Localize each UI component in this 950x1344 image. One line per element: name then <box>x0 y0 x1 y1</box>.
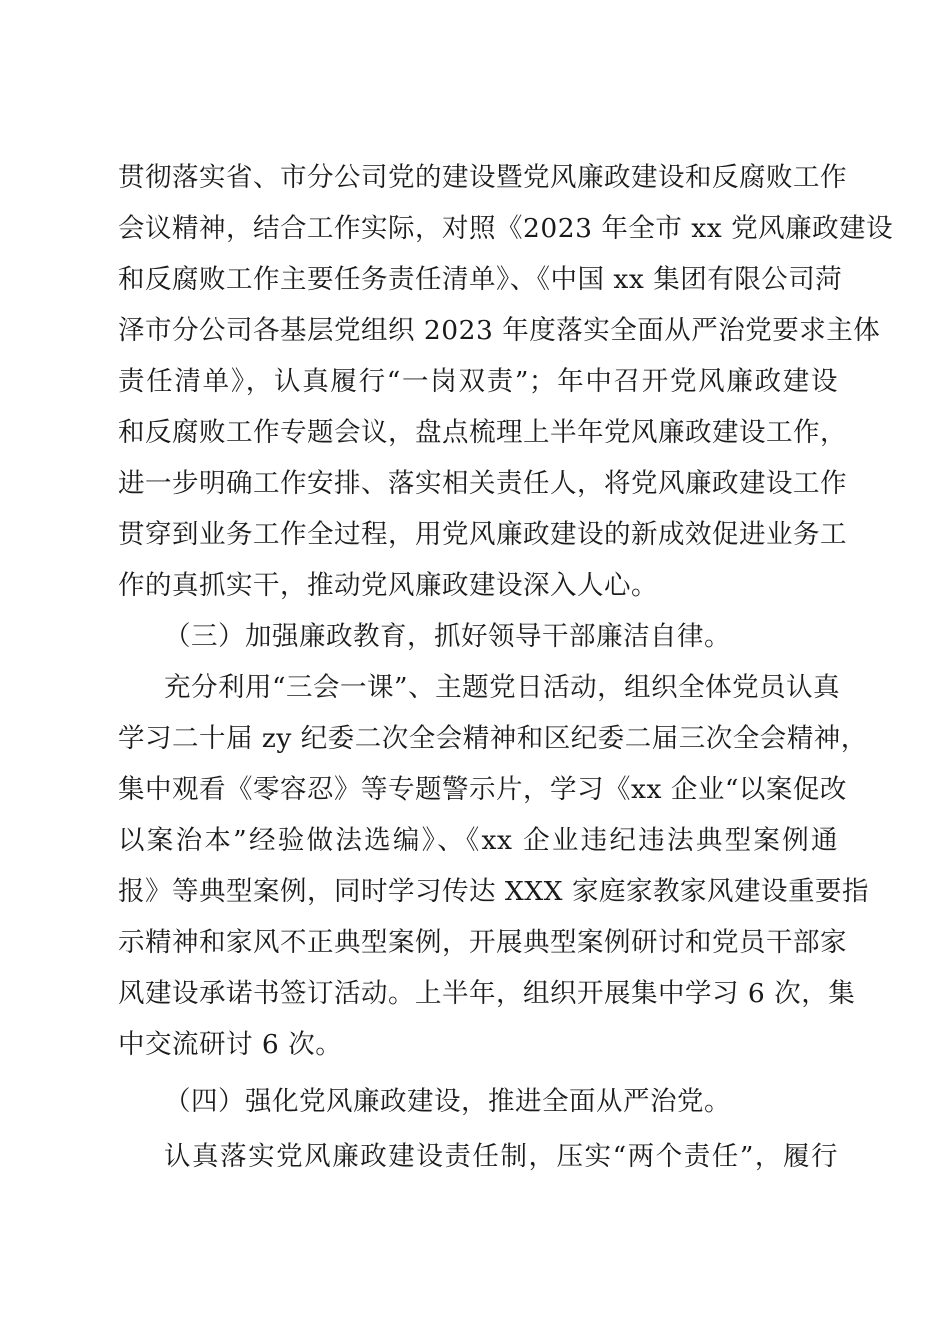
paragraph-2-line-3: 集中观看《零容忍》等专题警示片，学习《xx 企业“以案促改 <box>118 774 847 805</box>
paragraph-2-line-4: 以案治本”经验做法选编》、《xx 企业违纪违法典型案例通 <box>118 825 838 856</box>
paragraph-1-line-7: 进一步明确工作安排、落实相关责任人，将党风廉政建设工作 <box>118 468 847 499</box>
section-heading-3: （三）加强廉政教育，抓好领导干部廉洁自律。 <box>164 621 731 652</box>
paragraph-1-line-9: 作的真抓实干，推动党风廉政建设深入人心。 <box>118 570 658 601</box>
paragraph-2-line-5: 报》等典型案例，同时学习传达 XXX 家庭家教家风建设重要指 <box>118 876 869 907</box>
paragraph-2-line-2: 学习二十届 zy 纪委二次全会精神和区纪委二届三次全会精神， <box>118 723 868 754</box>
paragraph-1-line-5: 责任清单》，认真履行“一岗双责”；年中召开党风廉政建设 <box>118 366 838 397</box>
paragraph-3-line-1: 认真落实党风廉政建设责任制，压实“两个责任”，履行 <box>164 1141 838 1172</box>
paragraph-2-line-8: 中交流研讨 6 次。 <box>118 1029 343 1060</box>
paragraph-1-line-1: 贯彻落实省、市分公司党的建设暨党风廉政建设和反腐败工作 <box>118 162 847 193</box>
paragraph-1-line-6: 和反腐败工作专题会议，盘点梳理上半年党风廉政建设工作， <box>118 417 847 448</box>
section-heading-4: （四）强化党风廉政建设，推进全面从严治党。 <box>164 1086 731 1117</box>
paragraph-1-line-3: 和反腐败工作主要任务责任清单》、《中国 xx 集团有限公司菏 <box>118 264 843 295</box>
paragraph-2-line-1: 充分利用“三会一课”、主题党日活动，组织全体党员认真 <box>164 672 841 703</box>
paragraph-1-line-2: 会议精神，结合工作实际，对照《2023 年全市 xx 党风廉政建设 <box>118 213 894 244</box>
paragraph-2-line-7: 风建设承诺书签订活动。上半年，组织开展集中学习 6 次，集 <box>118 978 856 1009</box>
paragraph-1-line-8: 贯穿到业务工作全过程，用党风廉政建设的新成效促进业务工 <box>118 519 847 550</box>
paragraph-1-line-4: 泽市分公司各基层党组织 2023 年度落实全面从严治党要求主体 <box>118 315 881 346</box>
paragraph-2-line-6: 示精神和家风不正典型案例，开展典型案例研讨和党员干部家 <box>118 927 847 958</box>
